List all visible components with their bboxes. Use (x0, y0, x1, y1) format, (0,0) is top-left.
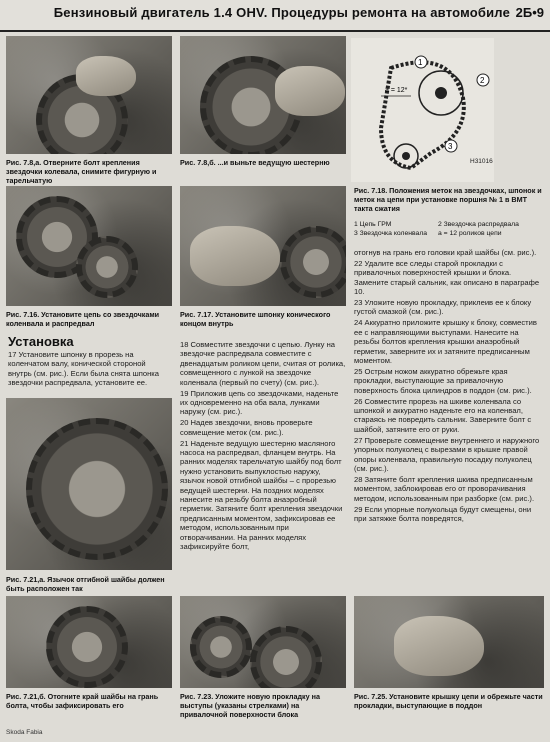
legend-item-1: 1 Цепь ГРМ (354, 221, 392, 228)
photo-fig-7-21a (6, 398, 172, 570)
header-title: Бензиновый двигатель 1.4 OHV. Процедуры ремонта на автомобиле (53, 5, 510, 20)
paragraph: 17 Установите шпонку в прорезь на коленчатом валу, конической стороной внутрь (см. рис.). Если была снята шпонка звездочки распредвала, установите ее. (8, 350, 159, 388)
page-number: 2Б•9 (515, 5, 544, 20)
caption-fig-7-23: Рис. 7.23. Уложите новую прокладку на выступы (указаны стрелками) на привалочной поверхности блока (180, 692, 320, 719)
legend-item-2: 2 Звездочка распредвала (438, 221, 519, 228)
diagram-legend (354, 221, 544, 238)
col2-text (180, 340, 346, 553)
paragraph: 22 Удалите все следы старой прокладки с привалочных поверхностей крышки и блока. Замените старый сальник, как описано в параграфе 10. (354, 258, 540, 297)
photo-fig-7-17 (180, 186, 346, 306)
paragraph: 27 Проверьте совмещение внутреннего и наружного упорных полуколец с вырезами в крышке правой опоры коленвала, правильную посадку полуколец (см. рис.). (354, 435, 540, 473)
paragraph: 20 Надев звездочки, вновь проверьте совмещение меток (см. рис.). (180, 418, 313, 437)
photo-fig-7-21b (6, 596, 172, 688)
photo-fig-7-25 (354, 596, 544, 688)
photo-fig-7-16 (6, 186, 172, 306)
legend-item-4: a = 12 роликов цепи (438, 229, 502, 237)
diagram-marker-2: 2 (480, 76, 485, 85)
paragraph: 24 Аккуратно приложите крышку к блоку, совместив ее с направляющими выступами. Нанесите на резьбы болтов крепления крышки анаэробный герметик, заверните их и затяните предписанным моментом. (354, 318, 537, 365)
paragraph: 21 Наденьте ведущую шестерню масляного насоса на распредвал, фланцем внутрь. На ранних моделях тарельчатую шайбу под болт нужно установить выпуклостью наружу, язычок новой отгибной шайбы – с прорезью ведущей шестерни. На поздних моделях нанесите на резьбу болта анаэробный герметик. Затяните болт крепления звездочки предписанным моментом, зафиксировав ее методом, использованным при отворачивании. На ранних моделях зафиксируйте болт, (180, 438, 343, 552)
section-heading: Установка (8, 334, 74, 349)
page-header (0, 0, 550, 32)
caption-fig-7-16: Рис. 7.16. Установите цепь со звездочками коленвала и распредвал (6, 310, 160, 328)
legend-item-3: 3 Звездочка коленвала (354, 229, 428, 237)
paragraph: 29 Если упорные полукольца будут смещены, они при затяжке болта повредятся, (354, 504, 532, 523)
caption-fig-7-18: Рис. 7.18. Положения меток на звездочках, шпонок и меток на цепи при установке поршня № 1 в ВМТ такта сжатия (354, 186, 542, 213)
page-footer: Skoda Fabia (6, 729, 43, 736)
paragraph: отогнув на грань его головки край шайбы (см. рис.). (354, 248, 537, 257)
paragraph: 23 Уложите новую прокладку, приклеив ее к блоку густой смазкой (см. рис.). (354, 298, 532, 317)
caption-fig-7-17: Рис. 7.17. Установите шпонку конического концом внутрь (180, 310, 331, 328)
diagram-code: H31016 (470, 158, 493, 165)
caption-fig-7-8a: Рис. 7.8,а. Отверните болт крепления звездочки колевала, снимите фигурную и тарельчатую (6, 158, 157, 185)
paragraph: 25 Острым ножом аккуратно обрежьте края прокладки, выступающие за привалочную поверхность блока цилиндров в поддон (см. рис.). (354, 366, 532, 395)
diagram-marker-3: 3 (448, 142, 453, 151)
diagram-label-a: a = 12* (385, 87, 408, 94)
photo-fig-7-23 (180, 596, 346, 688)
col1-text (8, 350, 170, 389)
paragraph: 26 Совместите прорезь на шкиве коленвала со шпонкой и аккуратно наденьте его на коленвал, стараясь не повредить сальник. Заверните болт с шайбой, затяните его от руки. (354, 396, 532, 434)
caption-fig-7-21a: Рис. 7.21,а. Язычок отгибной шайбы должен быть расположен так (6, 575, 165, 593)
paragraph: 19 Приложив цепь со звездочками, наденьте их одновременно на оба вала, лунками наружу (см. рис.). (180, 388, 339, 417)
caption-fig-7-21b: Рис. 7.21,б. Отогните край шайбы на грань болта, чтобы зафиксировать его (6, 692, 159, 710)
paragraph: 28 Затяните болт крепления шкива предписанным моментом, заблокировав его от проворачивания методом, использованным при разборке (см. рис.). (354, 474, 535, 503)
paragraph: 18 Совместите звездочки с цепью. Лунку на звездочке распредвала совместите с двенадцатым роликом цепи, считая от ролика, совмещенного с лункой на звездочке коленвала (первый по счету) (см. рис.). (180, 340, 346, 387)
caption-fig-7-8b: Рис. 7.8,б. ...и выньте ведущую шестерню (180, 158, 330, 167)
caption-fig-7-25: Рис. 7.25. Установите крышку цепи и обрежьте части прокладки, выступающие в поддон (354, 692, 543, 710)
diagram-marker-1: 1 (418, 58, 423, 67)
photo-fig-7-8b (180, 36, 346, 154)
col3-text (354, 248, 544, 525)
photo-fig-7-8a (6, 36, 172, 154)
